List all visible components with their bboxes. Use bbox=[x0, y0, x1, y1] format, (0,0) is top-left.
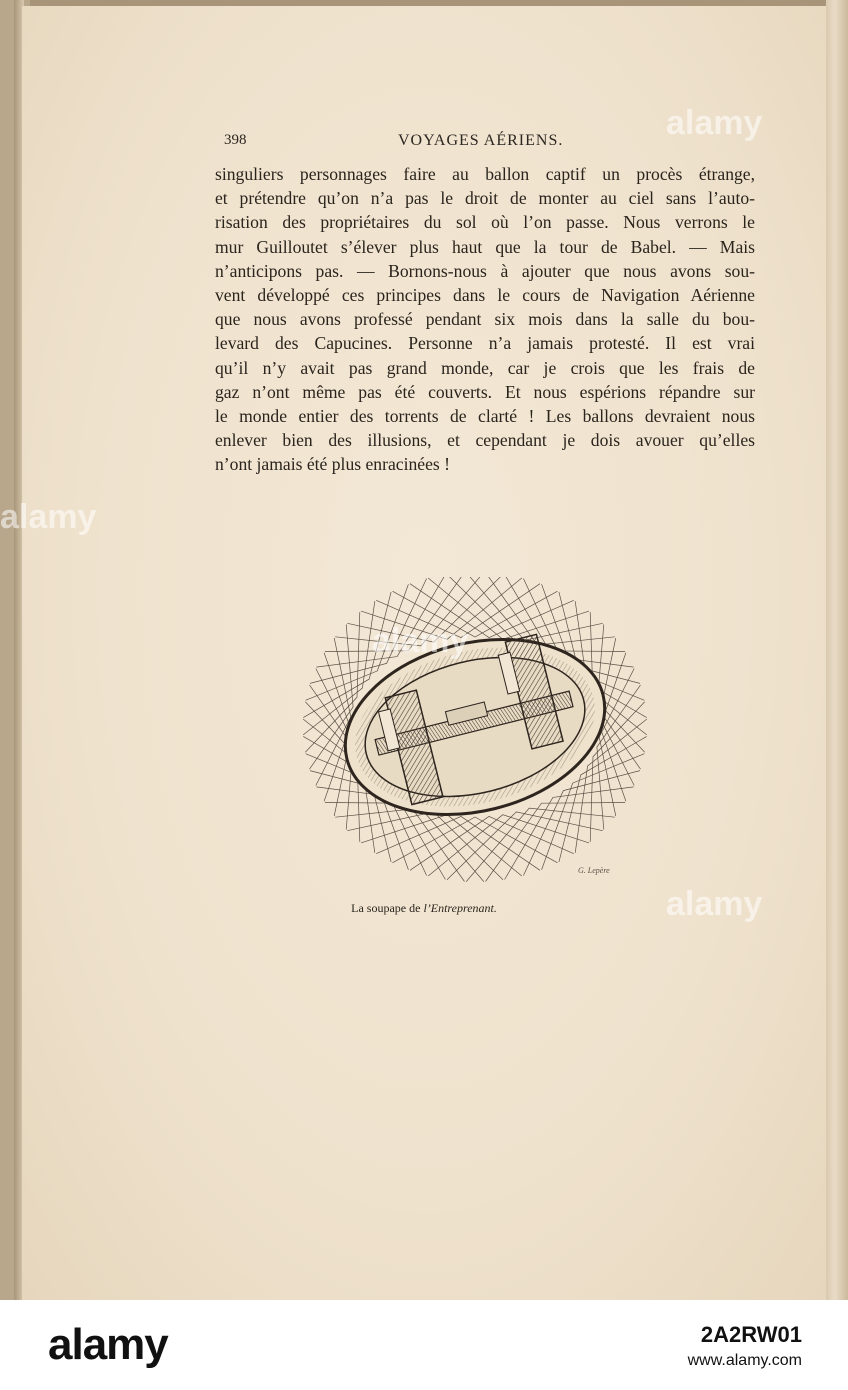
text-line: le monde entier des torrents de clarté ! Les ballons devraient nous bbox=[215, 405, 755, 426]
text-line: n’ont jamais été plus enracinées ! bbox=[215, 454, 450, 475]
net-cord bbox=[600, 653, 626, 801]
text-line: levard des Capucines. Personne n’a jamais protesté. Il est vrai bbox=[215, 333, 755, 354]
caption-prefix: La soupape de bbox=[351, 901, 424, 915]
image-code: 2A2RW01 bbox=[700, 1322, 802, 1347]
artist-signature: G. Lepère bbox=[578, 866, 610, 875]
stock-footer bbox=[0, 1300, 848, 1390]
text-line: vent développé ces principes dans le cours de Navigation Aérienne bbox=[215, 284, 755, 305]
text-line: que nous avons professé pendant six mois dans la salle du bou- bbox=[215, 309, 755, 330]
net-cord bbox=[505, 787, 634, 880]
balloon-valve-engraving-icon bbox=[300, 577, 650, 887]
text-line: risation des propriétaires du sol où l’on passe. Nous verrons le bbox=[215, 212, 755, 233]
text-line: mur Guilloutet s’élever plus haut que la tour de Babel. — Mais bbox=[215, 236, 755, 257]
text-line: singuliers personnages faire au ballon captif un procès étrange, bbox=[215, 164, 755, 184]
text-line: gaz n’ont même pas été couverts. Et nous espérions répandre sur bbox=[215, 381, 755, 402]
watermark: alamy bbox=[372, 622, 469, 660]
page-edge-right bbox=[826, 0, 848, 1300]
body-paragraph bbox=[215, 162, 755, 476]
watermark: alamy bbox=[666, 885, 763, 923]
watermark: alamy bbox=[0, 498, 97, 536]
alamy-logo: alamy bbox=[48, 1320, 168, 1369]
running-head: VOYAGES AÉRIENS. bbox=[398, 132, 564, 149]
net-cord bbox=[324, 653, 350, 801]
watermark: alamy bbox=[666, 104, 763, 142]
caption-title: l’Entreprenant. bbox=[423, 901, 497, 915]
text-line: enlever bien des illusions, et cependant je dois avouer qu’elles bbox=[215, 430, 755, 451]
site-url[interactable]: www.alamy.com bbox=[687, 1352, 802, 1369]
text-line: qu’il n’y avait pas grand monde, car je crois que les frais de bbox=[215, 357, 755, 378]
text-line: et prétendre qu’on n’a pas le droit de monter au ciel sans l’auto- bbox=[215, 188, 755, 209]
page-number: 398 bbox=[224, 132, 247, 148]
text-line: n’anticipons pas. — Bornons-nous à ajouter que nous avons sou- bbox=[215, 260, 755, 281]
